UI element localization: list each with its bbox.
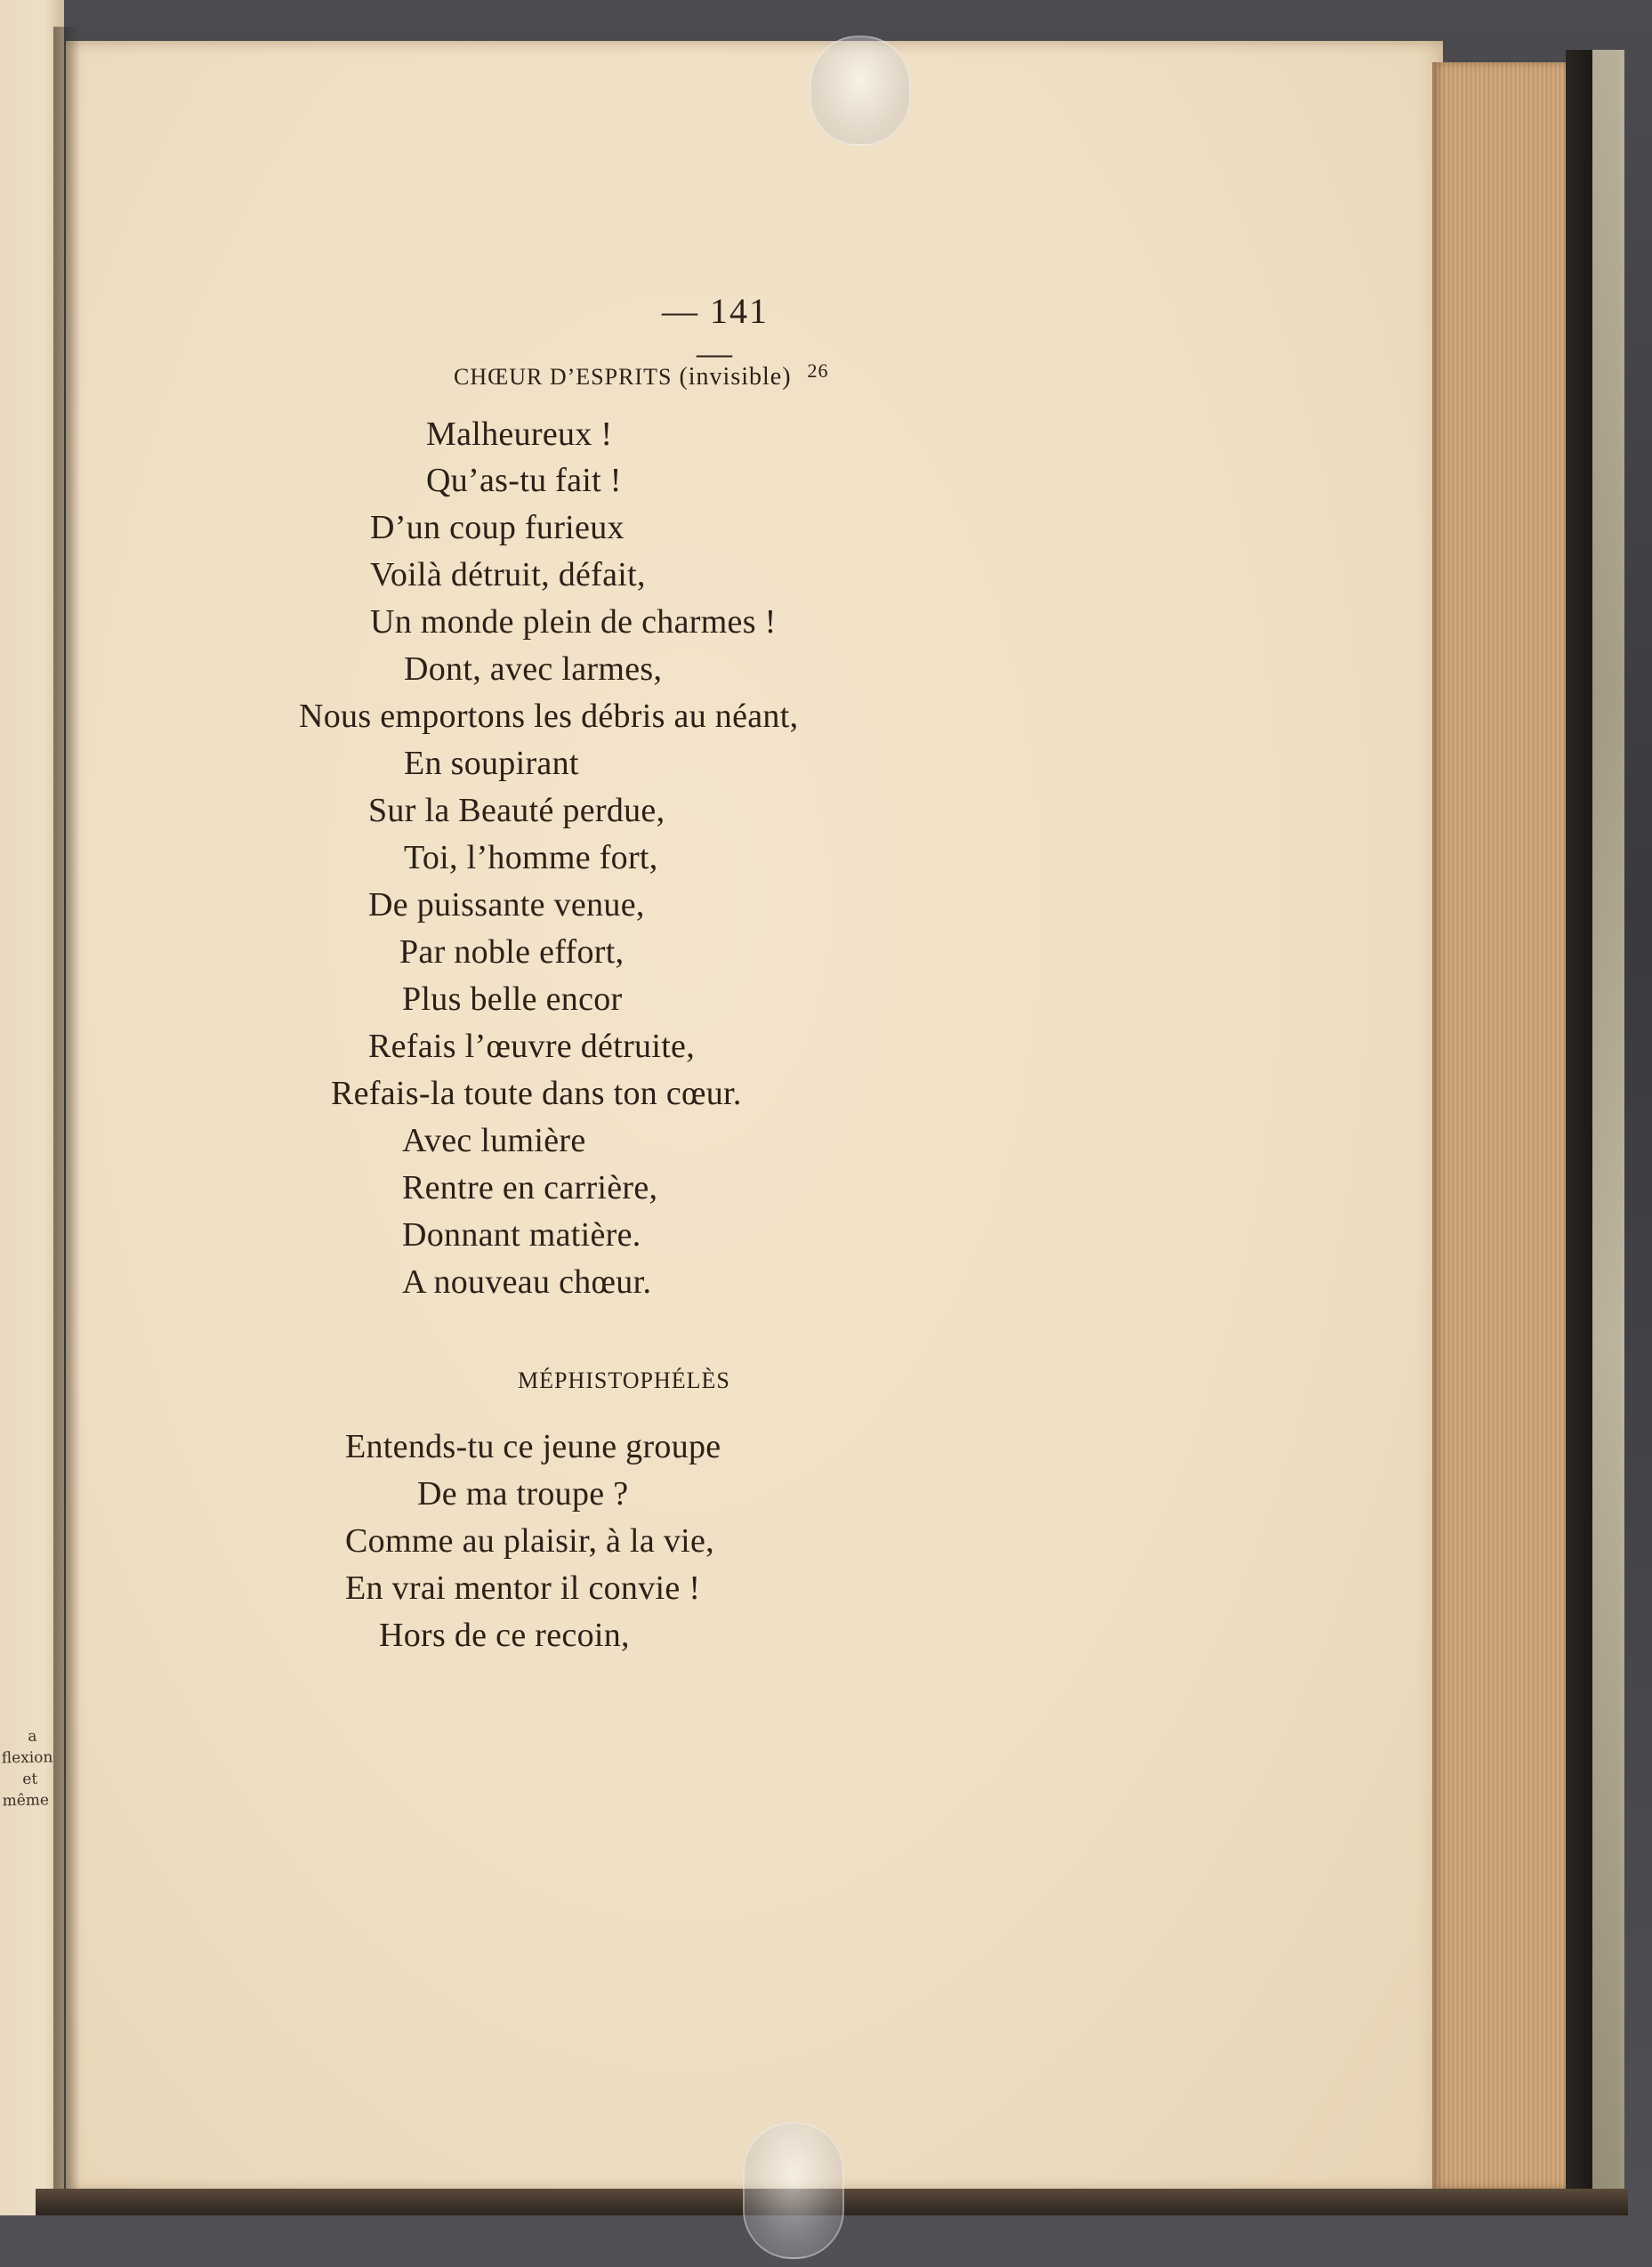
verse-line: De ma troupe ? — [417, 1475, 629, 1513]
verse-line: En soupirant — [404, 745, 579, 782]
verse-line: A nouveau chœur. — [402, 1263, 652, 1301]
verse-line: Sur la Beauté perdue, — [368, 792, 665, 829]
verse-line: Avec lumière — [402, 1122, 586, 1159]
verse-line: Par noble effort, — [399, 933, 625, 971]
book-cover-edge — [1592, 50, 1624, 2203]
verse-line: D’un coup furieux — [370, 509, 625, 546]
chorus-heading-title: CHŒUR D’ESPRITS — [454, 364, 673, 390]
page-number: — 141 — — [662, 291, 769, 373]
footnote-reference: 26 — [807, 359, 829, 382]
verse-line: Toi, l’homme fort, — [404, 839, 658, 876]
mephisto-heading — [518, 1367, 730, 1395]
verse-line: Donnant matière. — [402, 1216, 641, 1254]
verse-line: Entends-tu ce jeune groupe — [345, 1428, 721, 1465]
mephisto-heading-title: MÉPHISTOPHÉLÈS — [518, 1367, 730, 1393]
verse-line: Dont, avec larmes, — [404, 650, 663, 688]
verse-line: Voilà détruit, défait, — [370, 556, 646, 593]
verse-line: Nous emportons les débris au néant, — [299, 698, 799, 735]
verse-line: Un monde plein de charmes ! — [370, 603, 777, 641]
verse-line: Refais-la toute dans ton cœur. — [331, 1075, 742, 1112]
chorus-heading-qualifier: (invisible) — [679, 363, 792, 391]
verse-line: Qu’as-tu fait ! — [426, 462, 622, 499]
page-text — [66, 41, 1443, 2192]
verse-line: Hors de ce recoin, — [379, 1617, 630, 1654]
left-fragment-line: et même — [2, 1770, 50, 1811]
left-fragment-line: a flexion — [1, 1727, 53, 1768]
verse-line: Malheureux ! — [426, 415, 613, 453]
chorus-heading — [454, 359, 829, 391]
verse-line: Plus belle encor — [402, 980, 623, 1018]
verse-line: En vrai mentor il convie ! — [345, 1569, 701, 1607]
verse-line: De puissante venue, — [368, 886, 645, 924]
verse-line: Comme au plaisir, à la vie, — [345, 1522, 714, 1560]
verse-line: Rentre en carrière, — [402, 1169, 658, 1206]
verse-line: Refais l’œuvre détruite, — [368, 1028, 696, 1065]
page-block-edge — [1432, 62, 1566, 2189]
left-page-text-fragment — [1, 1726, 53, 1812]
